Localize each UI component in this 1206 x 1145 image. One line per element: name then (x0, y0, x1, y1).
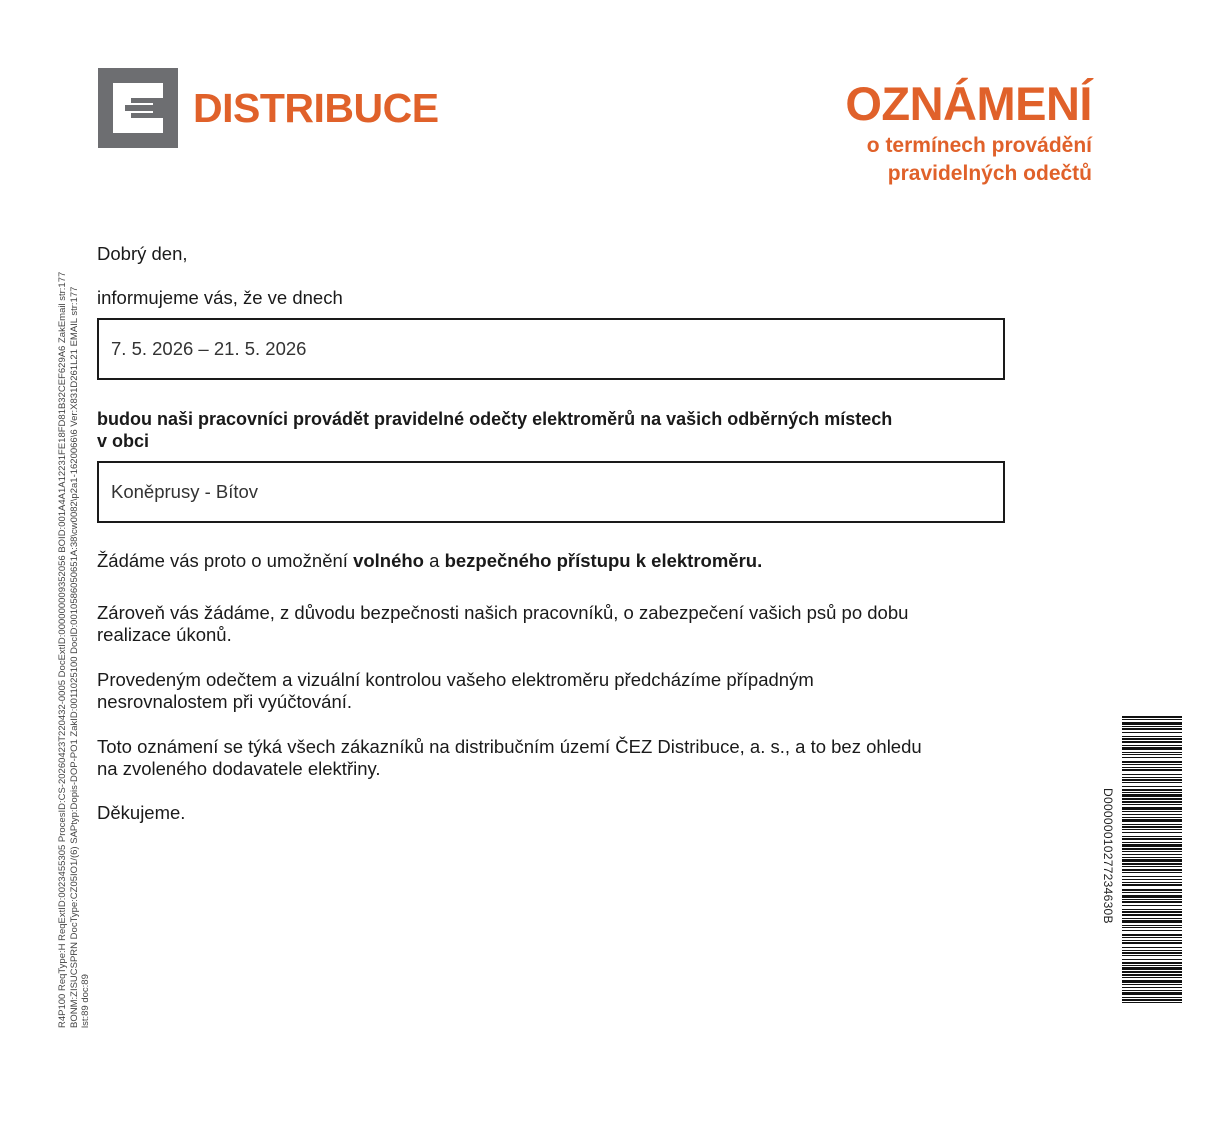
location-name: Koněprusy - Bítov (111, 481, 259, 502)
cez-logo (98, 68, 178, 148)
request-bold-free: volného (353, 550, 424, 571)
brand-name: DISTRIBUCE (193, 85, 439, 131)
statement-line: budou naši pracovníci provádět pravidelné odečty elektroměrů na vašich odběrných místech (97, 409, 893, 429)
date-range-box (97, 318, 1005, 380)
request-mid: a (423, 550, 445, 571)
paragraph-line: Zároveň vás žádáme, z důvodu bezpečnosti našich pracovníků, o zabezpečení vašich psů po dobu (97, 602, 909, 623)
barcode-number: D00000010277234630B (1101, 788, 1115, 924)
subtitle-line: pravidelných odečtů (887, 162, 1092, 185)
intro-text: informujeme vás, že ve dnech (97, 287, 343, 308)
dogs-paragraph (97, 602, 908, 646)
request-bold-safe: bezpečného přístupu k elektroměru. (444, 550, 763, 571)
barcode (1122, 716, 1182, 1004)
paragraph-line: realizace úkonů. (97, 624, 232, 645)
access-request (97, 550, 762, 572)
page-subtitle (792, 132, 1092, 188)
subtitle-line: o termínech provádění (866, 134, 1092, 157)
date-range: 7. 5. 2026 – 21. 5. 2026 (111, 338, 307, 359)
statement (97, 408, 892, 452)
greeting: Dobrý den, (97, 243, 188, 264)
paragraph-line: nesrovnalostem při vyúčtování. (97, 691, 353, 712)
control-paragraph (97, 669, 814, 713)
scope-paragraph (97, 736, 922, 780)
request-prefix: Žádáme vás proto o umožnění (97, 550, 354, 571)
location-box (97, 461, 1005, 523)
paragraph-line: na zvoleného dodavatele elektřiny. (97, 758, 381, 779)
metadata-line: R4P100 ReqType:H ReqExtID:0023455305 ProcesID:CS-20260423T220432-0005 DocExtID:000000009352056 BOID:001A4A1A12231FE18FD81B32CEF629A6 ZakEmail str:177 (57, 271, 68, 1028)
page-title: OZNÁMENÍ (845, 77, 1092, 130)
paragraph-line: Toto oznámení se týká všech zákazníků na distribučním území ČEZ Distribuce, a. s., a to bez ohledu (97, 736, 922, 757)
statement-line: v obci (97, 431, 150, 451)
paragraph-line: Provedeným odečtem a vizuální kontrolou vašeho elektroměru předcházíme případným (97, 669, 814, 690)
metadata-line: lst:89 doc:89 (80, 974, 91, 1028)
closing: Děkujeme. (97, 802, 186, 823)
metadata-line: BONM:ZISUCSPRN DocType:CZ05IO1/(6) SAPtyp:Dopis-DOP-PO1 ZakID:0011025100 DocID:0010586050651A:38\cw0082\p2a1-1620066\6 Ver:X831D261L21 EMAIL str:177 (68, 286, 80, 1028)
document-metadata (57, 108, 92, 1028)
